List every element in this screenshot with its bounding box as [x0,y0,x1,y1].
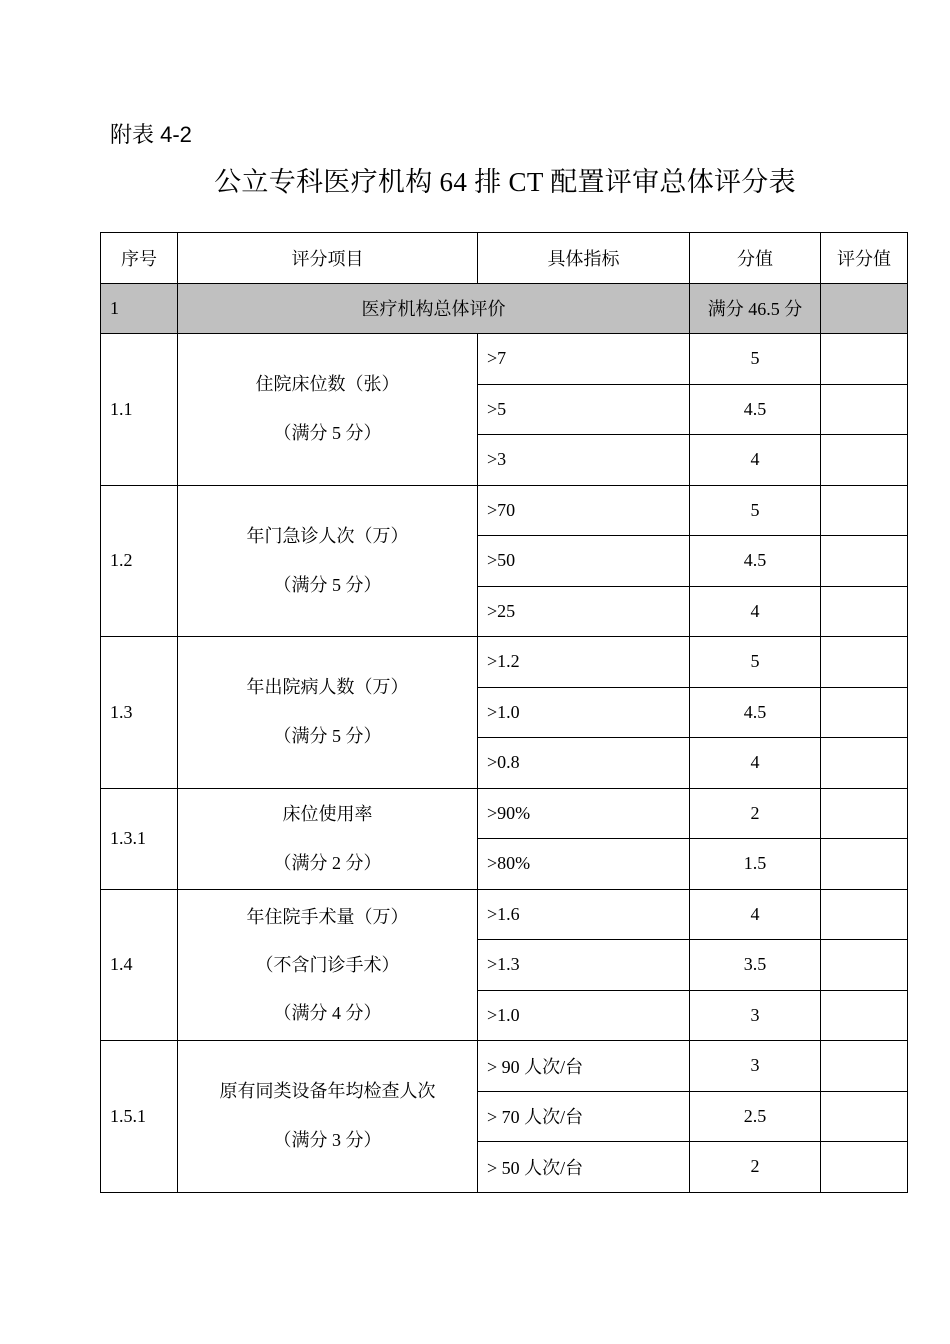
group-item [178,889,478,1041]
group-item [178,1041,478,1193]
table-row [101,637,908,688]
group-item [178,334,478,486]
page-title: 公立专科医疗机构 64 排 CT 配置评审总体评分表 [214,167,796,197]
score-cell: 4 [690,586,821,637]
indicator-cell: >50 [478,536,690,587]
evaluation-cell[interactable] [821,334,908,385]
item-line: 年出院病人数（万） [246,677,409,698]
indicator-cell: >25 [478,586,690,637]
indicator-cell: >1.3 [478,940,690,991]
item-line: 原有同类设备年均检查人次 [219,1081,436,1102]
indicator-cell: >3 [478,435,690,486]
evaluation-cell[interactable] [821,788,908,839]
section-row [101,283,908,334]
evaluation-cell[interactable] [821,839,908,890]
section-name: 医疗机构总体评价 [178,283,690,334]
evaluation-cell[interactable] [821,1041,908,1092]
evaluation-cell[interactable] [821,940,908,991]
score-cell: 5 [690,485,821,536]
indicator-cell: >1.0 [478,990,690,1041]
header-score: 分值 [690,233,821,284]
indicator-cell: > 90 人次/台 [478,1041,690,1092]
scoring-table [100,232,908,1193]
item-line: （满分 3 分） [273,1130,382,1151]
indicator-cell: >7 [478,334,690,385]
table-row [101,485,908,536]
group-no: 1.5.1 [101,1041,178,1193]
evaluation-cell[interactable] [821,536,908,587]
score-cell: 5 [690,334,821,385]
indicator-cell: >80% [478,839,690,890]
item-line: （满分 5 分） [273,423,382,444]
table-row [101,1041,908,1092]
section-evaluation[interactable] [821,283,908,334]
score-cell: 4 [690,889,821,940]
table-row [101,889,908,940]
indicator-cell: >1.6 [478,889,690,940]
item-line: （满分 5 分） [273,726,382,747]
group-no: 1.3.1 [101,788,178,889]
score-cell: 2 [690,1142,821,1193]
evaluation-cell[interactable] [821,1091,908,1142]
item-line: （不含门诊手术） [255,954,400,975]
indicator-cell: >1.0 [478,687,690,738]
header-evaluation: 评分值 [821,233,908,284]
score-cell: 3.5 [690,940,821,991]
annex-label: 附表 4-2 [110,122,192,147]
score-cell: 5 [690,637,821,688]
evaluation-cell[interactable] [821,637,908,688]
score-cell: 4.5 [690,687,821,738]
indicator-cell: >0.8 [478,738,690,789]
indicator-cell: >90% [478,788,690,839]
header-no: 序号 [101,233,178,284]
group-no: 1.2 [101,485,178,637]
item-line: 年门急诊人次（万） [246,525,409,546]
evaluation-cell[interactable] [821,485,908,536]
score-cell: 2.5 [690,1091,821,1142]
indicator-cell: > 50 人次/台 [478,1142,690,1193]
indicator-cell: >5 [478,384,690,435]
score-cell: 4 [690,738,821,789]
score-cell: 1.5 [690,839,821,890]
evaluation-cell[interactable] [821,586,908,637]
evaluation-cell[interactable] [821,435,908,486]
evaluation-cell[interactable] [821,1142,908,1193]
evaluation-cell[interactable] [821,738,908,789]
group-no: 1.1 [101,334,178,486]
section-no: 1 [101,283,178,334]
evaluation-cell[interactable] [821,990,908,1041]
score-cell: 3 [690,1041,821,1092]
score-cell: 3 [690,990,821,1041]
evaluation-cell[interactable] [821,384,908,435]
item-line: （满分 5 分） [273,574,382,595]
item-line: （满分 2 分） [273,852,382,873]
score-cell: 2 [690,788,821,839]
score-cell: 4.5 [690,536,821,587]
group-no: 1.3 [101,637,178,789]
table-row [101,334,908,385]
indicator-cell: > 70 人次/台 [478,1091,690,1142]
score-cell: 4.5 [690,384,821,435]
table-row [101,788,908,839]
header-row [101,233,908,284]
evaluation-cell[interactable] [821,687,908,738]
group-item [178,485,478,637]
group-no: 1.4 [101,889,178,1041]
item-line: 床位使用率 [282,803,373,824]
header-indicator: 具体指标 [478,233,690,284]
score-cell: 4 [690,435,821,486]
item-line: 住院床位数（张） [255,374,400,395]
group-item [178,637,478,789]
evaluation-cell[interactable] [821,889,908,940]
section-score: 满分 46.5 分 [690,283,821,334]
indicator-cell: >70 [478,485,690,536]
indicator-cell: >1.2 [478,637,690,688]
header-item: 评分项目 [178,233,478,284]
group-item [178,788,478,889]
item-line: 年住院手术量（万） [246,906,409,927]
item-line: （满分 4 分） [273,1002,382,1023]
